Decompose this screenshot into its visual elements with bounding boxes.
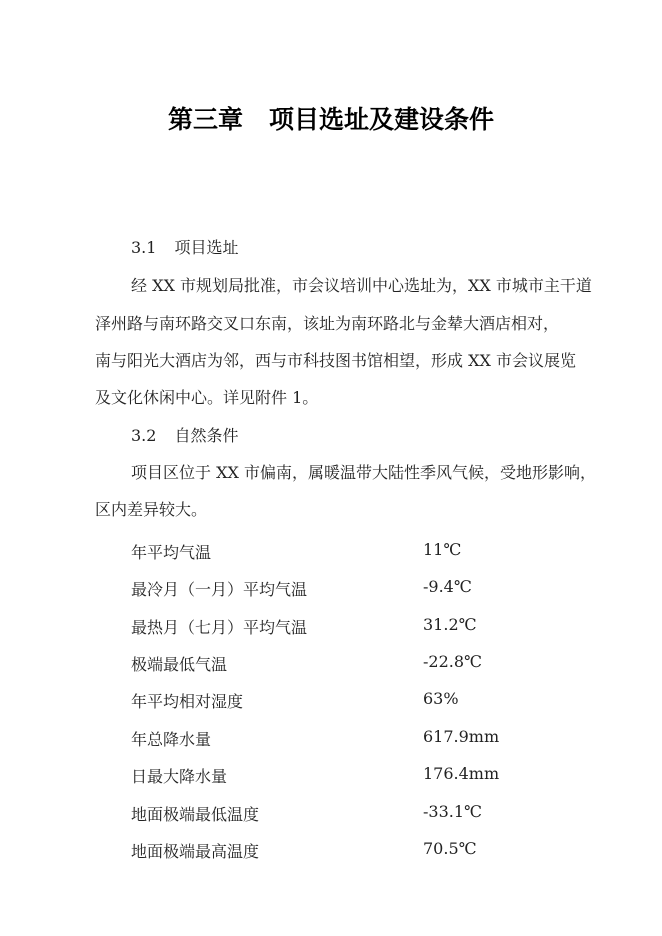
table-row-label: 地面极端最高温度	[131, 842, 260, 861]
paragraph-line: 南与阳光大酒店为邻，西与市科技图书馆相望，形成 XX 市会议展览	[95, 351, 576, 370]
chapter-number: 第三章	[167, 105, 243, 134]
section-number: 3.1	[131, 238, 157, 257]
section-title: 自然条件	[174, 426, 239, 445]
table-row-label: 年平均相对湿度	[131, 692, 244, 711]
chapter-title	[0, 100, 662, 136]
section-title: 项目选址	[174, 238, 239, 257]
table-row-label: 极端最低气温	[131, 655, 228, 674]
table-row-value: -22.8℃	[423, 652, 482, 671]
table-row-label: 最冷月（一月）平均气温	[131, 580, 308, 599]
table-row-value: 31.2℃	[423, 615, 477, 634]
table-row-value: -33.1℃	[423, 802, 482, 821]
table-row-value: 63%	[423, 689, 459, 708]
paragraph-line: 及文化休闲中心。详见附件 1。	[95, 388, 319, 407]
paragraph-line: 项目区位于 XX 市偏南，属暖温带大陆性季风气候，受地形影响，	[131, 463, 596, 482]
paragraph-line: 区内差异较大。	[95, 500, 208, 519]
section-heading-3-1	[131, 240, 238, 256]
table-row-label: 地面极端最低温度	[131, 805, 260, 824]
table-row-value: 176.4mm	[423, 764, 500, 783]
table-row-value: 70.5℃	[423, 839, 477, 858]
chapter-name: 项目选址及建设条件	[269, 105, 495, 134]
table-row-label: 年总降水量	[131, 730, 212, 749]
section-number: 3.2	[131, 426, 157, 445]
table-row-label: 日最大降水量	[131, 767, 228, 786]
table-row-label: 最热月（七月）平均气温	[131, 618, 308, 637]
paragraph-line: 经 XX 市规划局批准，市会议培训中心选址为，XX 市城市主干道	[131, 276, 592, 295]
table-row-label: 年平均气温	[131, 543, 212, 562]
section-heading-3-2	[131, 428, 238, 444]
table-row-value: 11℃	[423, 540, 462, 559]
paragraph-line: 泽州路与南环路交叉口东南，该址为南环路北与金辇大酒店相对，	[95, 314, 560, 333]
table-row-value: -9.4℃	[423, 577, 472, 596]
table-row-value: 617.9mm	[423, 727, 500, 746]
